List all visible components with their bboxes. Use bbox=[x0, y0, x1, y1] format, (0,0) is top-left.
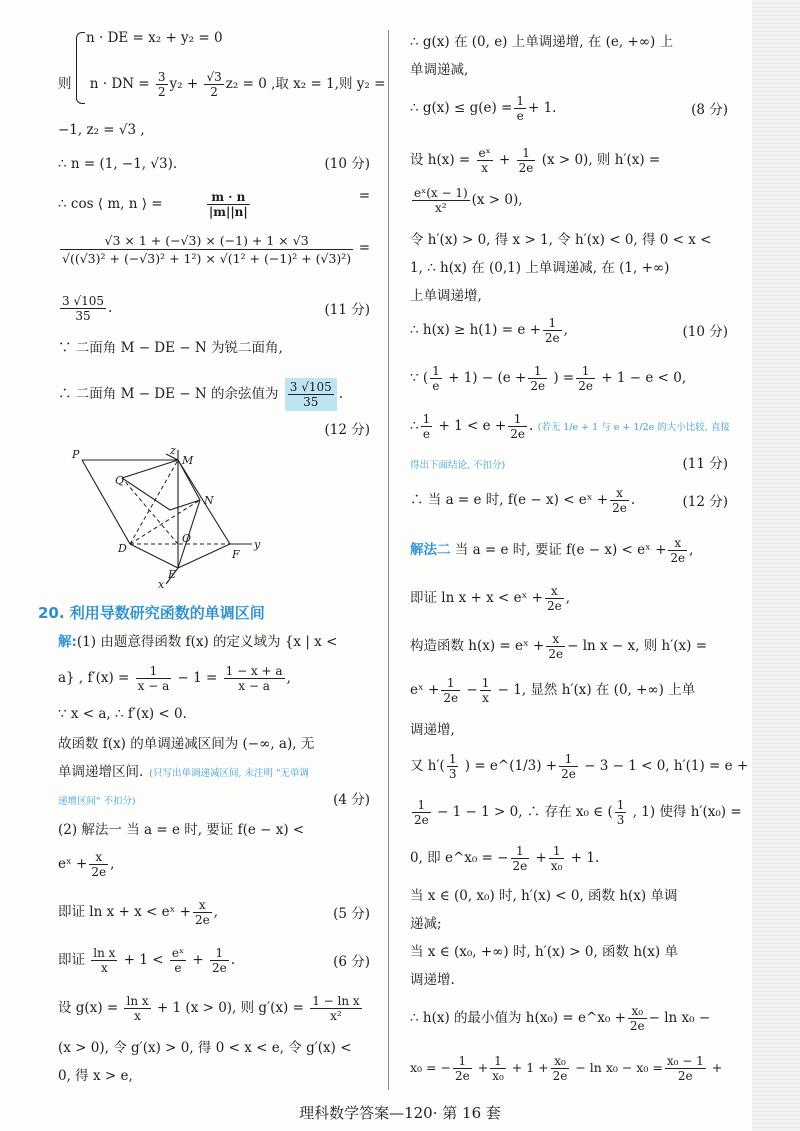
label-z: z bbox=[170, 448, 176, 457]
page-footer: 理科数学答案—120· 第 16 套 bbox=[299, 1104, 501, 1122]
sol-line-3: ∵ x < a, ∴ f′(x) < 0. bbox=[58, 706, 187, 722]
r-line-11: ∴ $\frac{1}{e}$ + 1 < e + $\frac{1}{2e}$ . (若无 1/e + 1 与 e + 1/2e 的大小比较, 直接 bbox=[410, 412, 730, 441]
acute-angle-line: ∵ 二面角 M − DE − N 为锐二面角, bbox=[58, 340, 283, 356]
label-x: x bbox=[158, 578, 165, 588]
column-divider bbox=[388, 30, 389, 1090]
sol-line-6: 递增区间" 不扣分) (4 分) bbox=[58, 792, 370, 808]
label-F: F bbox=[232, 548, 240, 561]
method2-line-14: x₀ = − $\frac{1}{2e}$ + $\frac{1}{\text{x₀}}$ + 1 + $\frac{\text{x₀}}{2e}$ − ln x₀ − x₀ = $\frac{\text{x₀ − 1}}{2e}$ + bbox=[410, 1054, 723, 1083]
r-line-12: 得出下面结论, 不扣分) (11 分) bbox=[410, 456, 728, 472]
cos-line: ∴ cos ⟨ m, n ⟩ = $\frac{m \cdot n}{|m||n|}$ = bbox=[58, 188, 370, 219]
r-line-13: ∴ 当 a = e 时, f(e − x) < eˣ + $\frac{x}{2e}$ . (12 分) bbox=[410, 486, 728, 515]
method1-title: (2) 解法一 当 a = e 时, 要证 f(e − x) < bbox=[58, 822, 305, 838]
method2-line-2: 即证 ln x + x < eˣ + $\frac{x}{2e}$ , bbox=[410, 584, 570, 613]
r-line-2: 单调递减, bbox=[410, 62, 469, 78]
method2-line-4: eˣ + $\frac{1}{2e}$ − $\frac{1}{x}$ − 1, 显然 h′(x) 在 (0, +∞) 上单 bbox=[410, 676, 696, 705]
label-Q: Q bbox=[115, 474, 125, 487]
method2-line-10: 递减; bbox=[410, 916, 442, 932]
r-line-10: ∵ ( $\frac{1}{e}$ + 1) − (e + $\frac{1}{2e}$ ) = $\frac{1}{2e}$ + 1 − e < 0, bbox=[410, 364, 687, 393]
label-y: y bbox=[254, 538, 261, 551]
label-O: O bbox=[182, 532, 192, 545]
system-eq2: 则 n · DN = $\frac{3}{2}$ y₂ + $\frac{√3}{2}$ z₂ = 0 ,取 x₂ = 1,则 y₂ = bbox=[58, 70, 386, 99]
label-P: P bbox=[72, 448, 80, 461]
method1-line-4: 即证 $\frac{\text{ln x}}{x}$ + 1 < $\frac{\text{eˣ}}{e}$ + $\frac{1}{2e}$ . (6 分) bbox=[58, 946, 370, 975]
geometry-diagram bbox=[70, 448, 310, 588]
sol-line-2: a} , f′(x) = $\frac{1}{x - a}$ − 1 = $\frac{1 - x + a}{x - a}$ , bbox=[58, 664, 291, 693]
system-continuation: −1, z₂ = √3 , bbox=[58, 122, 145, 138]
score-10: (10 分) bbox=[324, 156, 370, 172]
cos-value-line: ∴ 二面角 M − DE − N 的余弦值为 $\frac{3 √105}{35}$ . bbox=[58, 380, 344, 409]
section-title: 20. 利用导数研究函数的单调区间 bbox=[38, 604, 265, 622]
method2-line-1: 解法二 当 a = e 时, 要证 f(e − x) < eˣ + $\frac{x}{2e}$ , bbox=[410, 536, 694, 565]
label-D: D bbox=[118, 542, 127, 555]
method2-line-7: $\frac{1}{2e}$ − 1 − 1 > 0, ∴ 存在 x₀ ∈ ( $\frac{1}{3}$ , 1) 使得 h′(x₀) = bbox=[414, 798, 742, 827]
r-line-5: $\frac{\text{eˣ(x − 1)}}{\text{x²}}$ (x > 0), bbox=[414, 186, 523, 215]
label-M: M bbox=[182, 454, 194, 467]
r-line-4: 设 h(x) = $\frac{\text{eˣ}}{x}$ + $\frac{1}{2e}$ (x > 0), 则 h′(x) = bbox=[410, 146, 661, 175]
method2-line-8: 0, 即 e^x₀ = − $\frac{1}{2e}$ + $\frac{1}{\text{x₀}}$ + 1. bbox=[410, 844, 600, 873]
system-eq1: n · DE = x₂ + y₂ = 0 bbox=[86, 30, 223, 46]
cos-result: $\frac{3 √105}{35}$ . (11 分) bbox=[62, 294, 370, 323]
sol-line-5: 单调递增区间. (只写出单调递减区间, 未注明 "无单调 bbox=[58, 764, 309, 780]
method2-line-9: 当 x ∈ (0, x₀) 时, h′(x) < 0, 函数 h(x) 单调 bbox=[410, 888, 678, 904]
method2-line-13: ∴ h(x) 的最小值为 h(x₀) = e^x₀ + $\frac{\text{x₀}}{2e}$ − ln x₀ − bbox=[410, 1004, 711, 1033]
method1-line-6: (x > 0), 令 g′(x) > 0, 得 0 < x < e, 令 g′(x) < bbox=[58, 1040, 352, 1056]
label-E: E bbox=[168, 568, 177, 581]
r-line-1: ∴ g(x) 在 (0, e) 上单调递增, 在 (e, +∞) 上 bbox=[410, 34, 674, 50]
sol-line-1: 解:(1) 由题意得函数 f(x) 的定义域为 {x | x < bbox=[58, 634, 338, 650]
method1-line-7: 0, 得 x > e, bbox=[58, 1068, 133, 1084]
sol-line-4: 故函数 f(x) 的单调递减区间为 (−∞, a), 无 bbox=[58, 736, 315, 752]
highlighted-answer: $\frac{3 √105}{35}$ bbox=[285, 378, 337, 411]
r-line-9: ∴ h(x) ≥ h(1) = e + $\frac{1}{2e}$ , (10 分) bbox=[410, 316, 728, 345]
r-line-3: ∴ g(x) ≤ g(e) = $\frac{1}{e}$ + 1. (8 分) bbox=[410, 94, 728, 123]
method2-line-12: 调递增. bbox=[410, 972, 455, 988]
label-N: N bbox=[204, 494, 214, 507]
r-line-7: 1, ∴ h(x) 在 (0,1) 上单调递减, 在 (1, +∞) bbox=[410, 260, 670, 276]
method2-line-5: 调递增, bbox=[410, 722, 455, 738]
method2-line-3: 构造函数 h(x) = eˣ + $\frac{x}{2e}$ − ln x − x, 则 h′(x) = bbox=[410, 632, 708, 661]
method2-line-6: 又 h′( $\frac{1}{3}$ ) = e^(1/3) + $\frac{1}{2e}$ − 3 − 1 < 0, h′(1) = e + bbox=[410, 752, 749, 781]
r-line-6: 令 h′(x) > 0, 得 x > 1, 令 h′(x) < 0, 得 0 < x < bbox=[410, 232, 712, 248]
page-edge-texture bbox=[752, 0, 800, 1131]
method2-line-11: 当 x ∈ (x₀, +∞) 时, h′(x) > 0, 函数 h(x) 单 bbox=[410, 944, 678, 960]
method1-line-2: eˣ + $\frac{x}{2e}$ , bbox=[58, 850, 115, 879]
method1-line-5: 设 g(x) = $\frac{\text{ln x}}{x}$ + 1 (x > 0), 则 g′(x) = $\frac{\text{1 − ln x}}{\text{x²}}$ bbox=[58, 994, 360, 1023]
method1-line-3: 即证 ln x + x < eˣ + $\frac{x}{2e}$ , (5 分) bbox=[58, 898, 370, 927]
n-vector-line: ∴ n = (1, −1, √3). (10 分) bbox=[58, 156, 370, 172]
r-line-8: 上单调递增, bbox=[410, 288, 482, 304]
cos-big-fraction: $\frac{√3 \times 1 + (-√3) \times (-1) + 1 \times √3}{\text{√((√3)² + (−√3)² + 1²) × √(1² + (−1)² + (√3)²)}}$ = bbox=[62, 233, 370, 266]
